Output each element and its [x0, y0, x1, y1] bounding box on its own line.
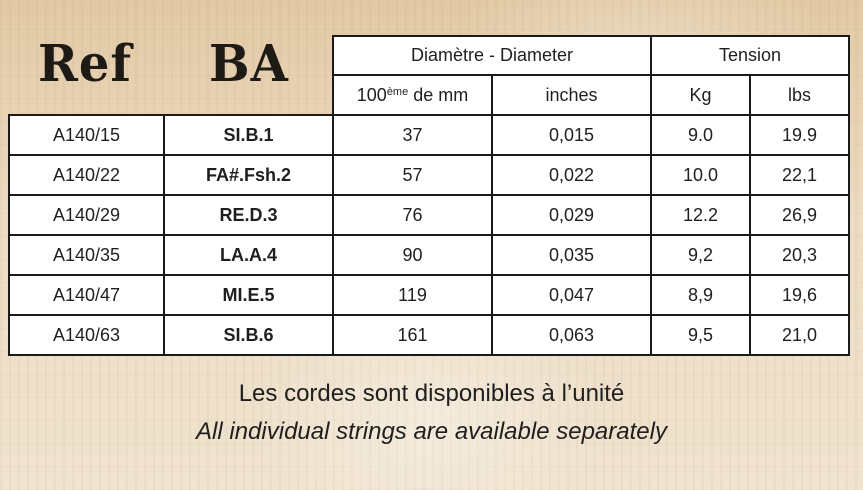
footer-english-note: All individual strings are available separately [196, 418, 667, 445]
diameter-group-header: Diamètre - Diameter [410, 45, 574, 65]
footer-french-note: Les cordes sont disponibles à l’unité [238, 380, 625, 407]
ref-cell: A140/63 [52, 324, 121, 345]
inches-cell: 0,015 [548, 124, 595, 145]
mm-header-number: 100 [356, 84, 387, 105]
inches-cell: 0,022 [548, 164, 595, 185]
ba-cell: FA#.Fsh.2 [205, 164, 292, 185]
ref-cell: A140/22 [52, 164, 121, 185]
inches-column-header: inches [545, 84, 598, 105]
kg-cell: 9,2 [687, 244, 714, 265]
ref-cell: A140/35 [52, 244, 121, 265]
lbs-column-header: lbs [787, 84, 811, 105]
inches-cell: 0,063 [548, 324, 595, 345]
ba-cell: SI.B.1 [223, 124, 274, 145]
ref-heading: Ref [38, 34, 133, 94]
tension-group-header: Tension [718, 45, 782, 65]
ref-cell: A140/15 [52, 124, 121, 145]
ba-cell: MI.E.5 [222, 284, 275, 305]
inches-cell: 0,047 [548, 284, 595, 305]
ba-heading: BA [209, 34, 289, 94]
lbs-cell: 19,6 [781, 284, 818, 305]
mm-column-header [334, 76, 491, 114]
mm-header-superscript: ème [386, 86, 409, 98]
mm-cell: 57 [402, 164, 423, 185]
mm-cell: 76 [402, 204, 423, 225]
kg-cell: 12.2 [682, 204, 719, 225]
mm-cell: 37 [402, 124, 423, 145]
ba-cell: LA.A.4 [219, 244, 277, 265]
ba-cell: RE.D.3 [219, 204, 278, 225]
kg-cell: 8,9 [687, 284, 714, 305]
mm-cell: 90 [402, 244, 423, 265]
lbs-cell: 20,3 [781, 244, 818, 265]
kg-cell: 10.0 [682, 164, 719, 185]
ba-cell: SI.B.6 [223, 324, 274, 345]
kg-cell: 9,5 [687, 324, 714, 345]
lbs-cell: 19.9 [781, 124, 818, 145]
kg-cell: 9.0 [687, 124, 714, 145]
ref-cell: A140/47 [52, 284, 121, 305]
lbs-cell: 26,9 [781, 204, 818, 225]
lbs-cell: 22,1 [781, 164, 818, 185]
inches-cell: 0,029 [548, 204, 595, 225]
inches-cell: 0,035 [548, 244, 595, 265]
mm-header-unit: de mm [408, 84, 469, 105]
ref-cell: A140/29 [52, 204, 121, 225]
mm-cell: 161 [397, 324, 428, 345]
mm-cell: 119 [398, 284, 427, 305]
kg-column-header: Kg [689, 84, 712, 105]
lbs-cell: 21,0 [781, 324, 818, 345]
